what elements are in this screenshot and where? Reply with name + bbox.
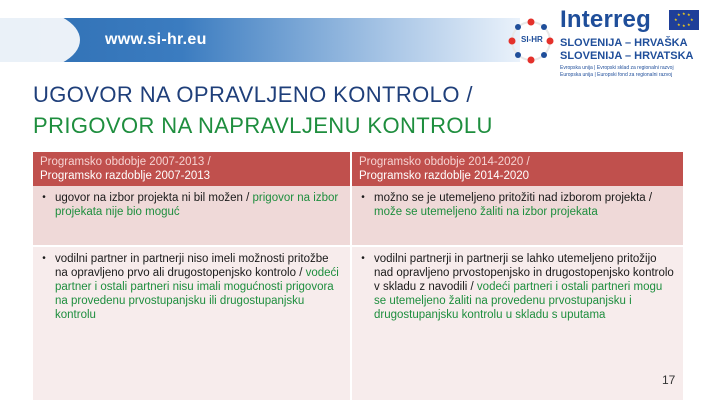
table-cell: [33, 246, 351, 400]
column-header-2007-2013: [33, 152, 351, 186]
cell-text-hr: može se utemeljeno žaliti na izbor projekata: [374, 206, 598, 218]
column-header-hr: Programsko razdoblje 2014-2020: [359, 170, 530, 182]
column-header-hr: Programsko razdoblje 2007-2013: [40, 170, 211, 182]
table-row: [33, 186, 683, 246]
table-cell: [351, 186, 683, 246]
cell-text-sl: ugovor na izbor projekta ni bil možen /: [55, 192, 250, 204]
column-header-sl: Programsko obdobje 2007-2013 /: [40, 156, 211, 168]
cell-text-sl: vodilni partner in partnerji niso imeli možnosti pritožbe na opravljeno prvo ali drugostopenjsko kontrolo /: [55, 253, 329, 279]
banner-arc-decoration: [0, 8, 80, 72]
bullet: •: [361, 253, 365, 264]
page-number: 17: [662, 373, 676, 387]
header-banner: [0, 0, 720, 78]
column-header-2014-2020: [351, 152, 683, 186]
page-title-hr: PRIGOVOR NA NAPRAVLJENU KONTROLU: [33, 113, 493, 138]
page-title-sl: UGOVOR NA OPRAVLJENO KONTROLO /: [33, 82, 473, 107]
table-cell: [351, 246, 683, 400]
cell-text-sl: vodilni partnerji in partnerji se lahko utemeljeno pritožijo nad opravljeno prvostopenjsko in drugostopenjsko kontrolo v skladu z navodili /: [374, 253, 674, 293]
cell-text-sl: možno se je utemeljeno pritožiti nad izborom projekta /: [374, 192, 653, 204]
logo-fund-sl: Evropska unija | Evropski sklad za regionalni razvoj: [560, 65, 674, 71]
logo-country-sl: SLOVENIJA – HRVAŠKA: [560, 37, 688, 49]
logo-wordmark: Interreg: [560, 6, 651, 33]
bullet: •: [361, 192, 365, 203]
bullet: •: [42, 192, 46, 203]
table-cell: [33, 186, 351, 246]
table-header-row: [33, 152, 683, 186]
eu-flag-icon: ★ ★ ★ ★ ★ ★ ★ ★: [669, 10, 699, 30]
logo-fund-hr: Europska unija | Europski fond za regionalni razvoj: [560, 72, 673, 78]
logo-abbreviation: SI-HR: [521, 35, 543, 44]
logo-country-hr: SLOVENIJA – HRVATSKA: [560, 50, 694, 62]
interreg-logo: [506, 6, 711, 82]
site-url-link[interactable]: www.si-hr.eu: [105, 31, 207, 48]
table-row: [33, 246, 683, 400]
cell-text-hr: vodeći partneri i ostali partneri mogu se utemeljeno žaliti na provedenu prvostupanjsku i drugostupanjsku kontrolu u skladu s uputama: [374, 281, 663, 321]
cell-text-hr: prigovor na izbor projekata nije bio moguć: [55, 192, 339, 218]
cell-text-hr: vodeći partner i ostali partneri nisu imali mogućnosti prigovora na provedenu prvostupanjsku ili drugostupanjsku kontrolu: [55, 267, 339, 321]
bullet: •: [42, 253, 46, 264]
column-header-sl: Programsko obdobje 2014-2020 /: [359, 156, 530, 168]
comparison-table: [33, 152, 683, 400]
